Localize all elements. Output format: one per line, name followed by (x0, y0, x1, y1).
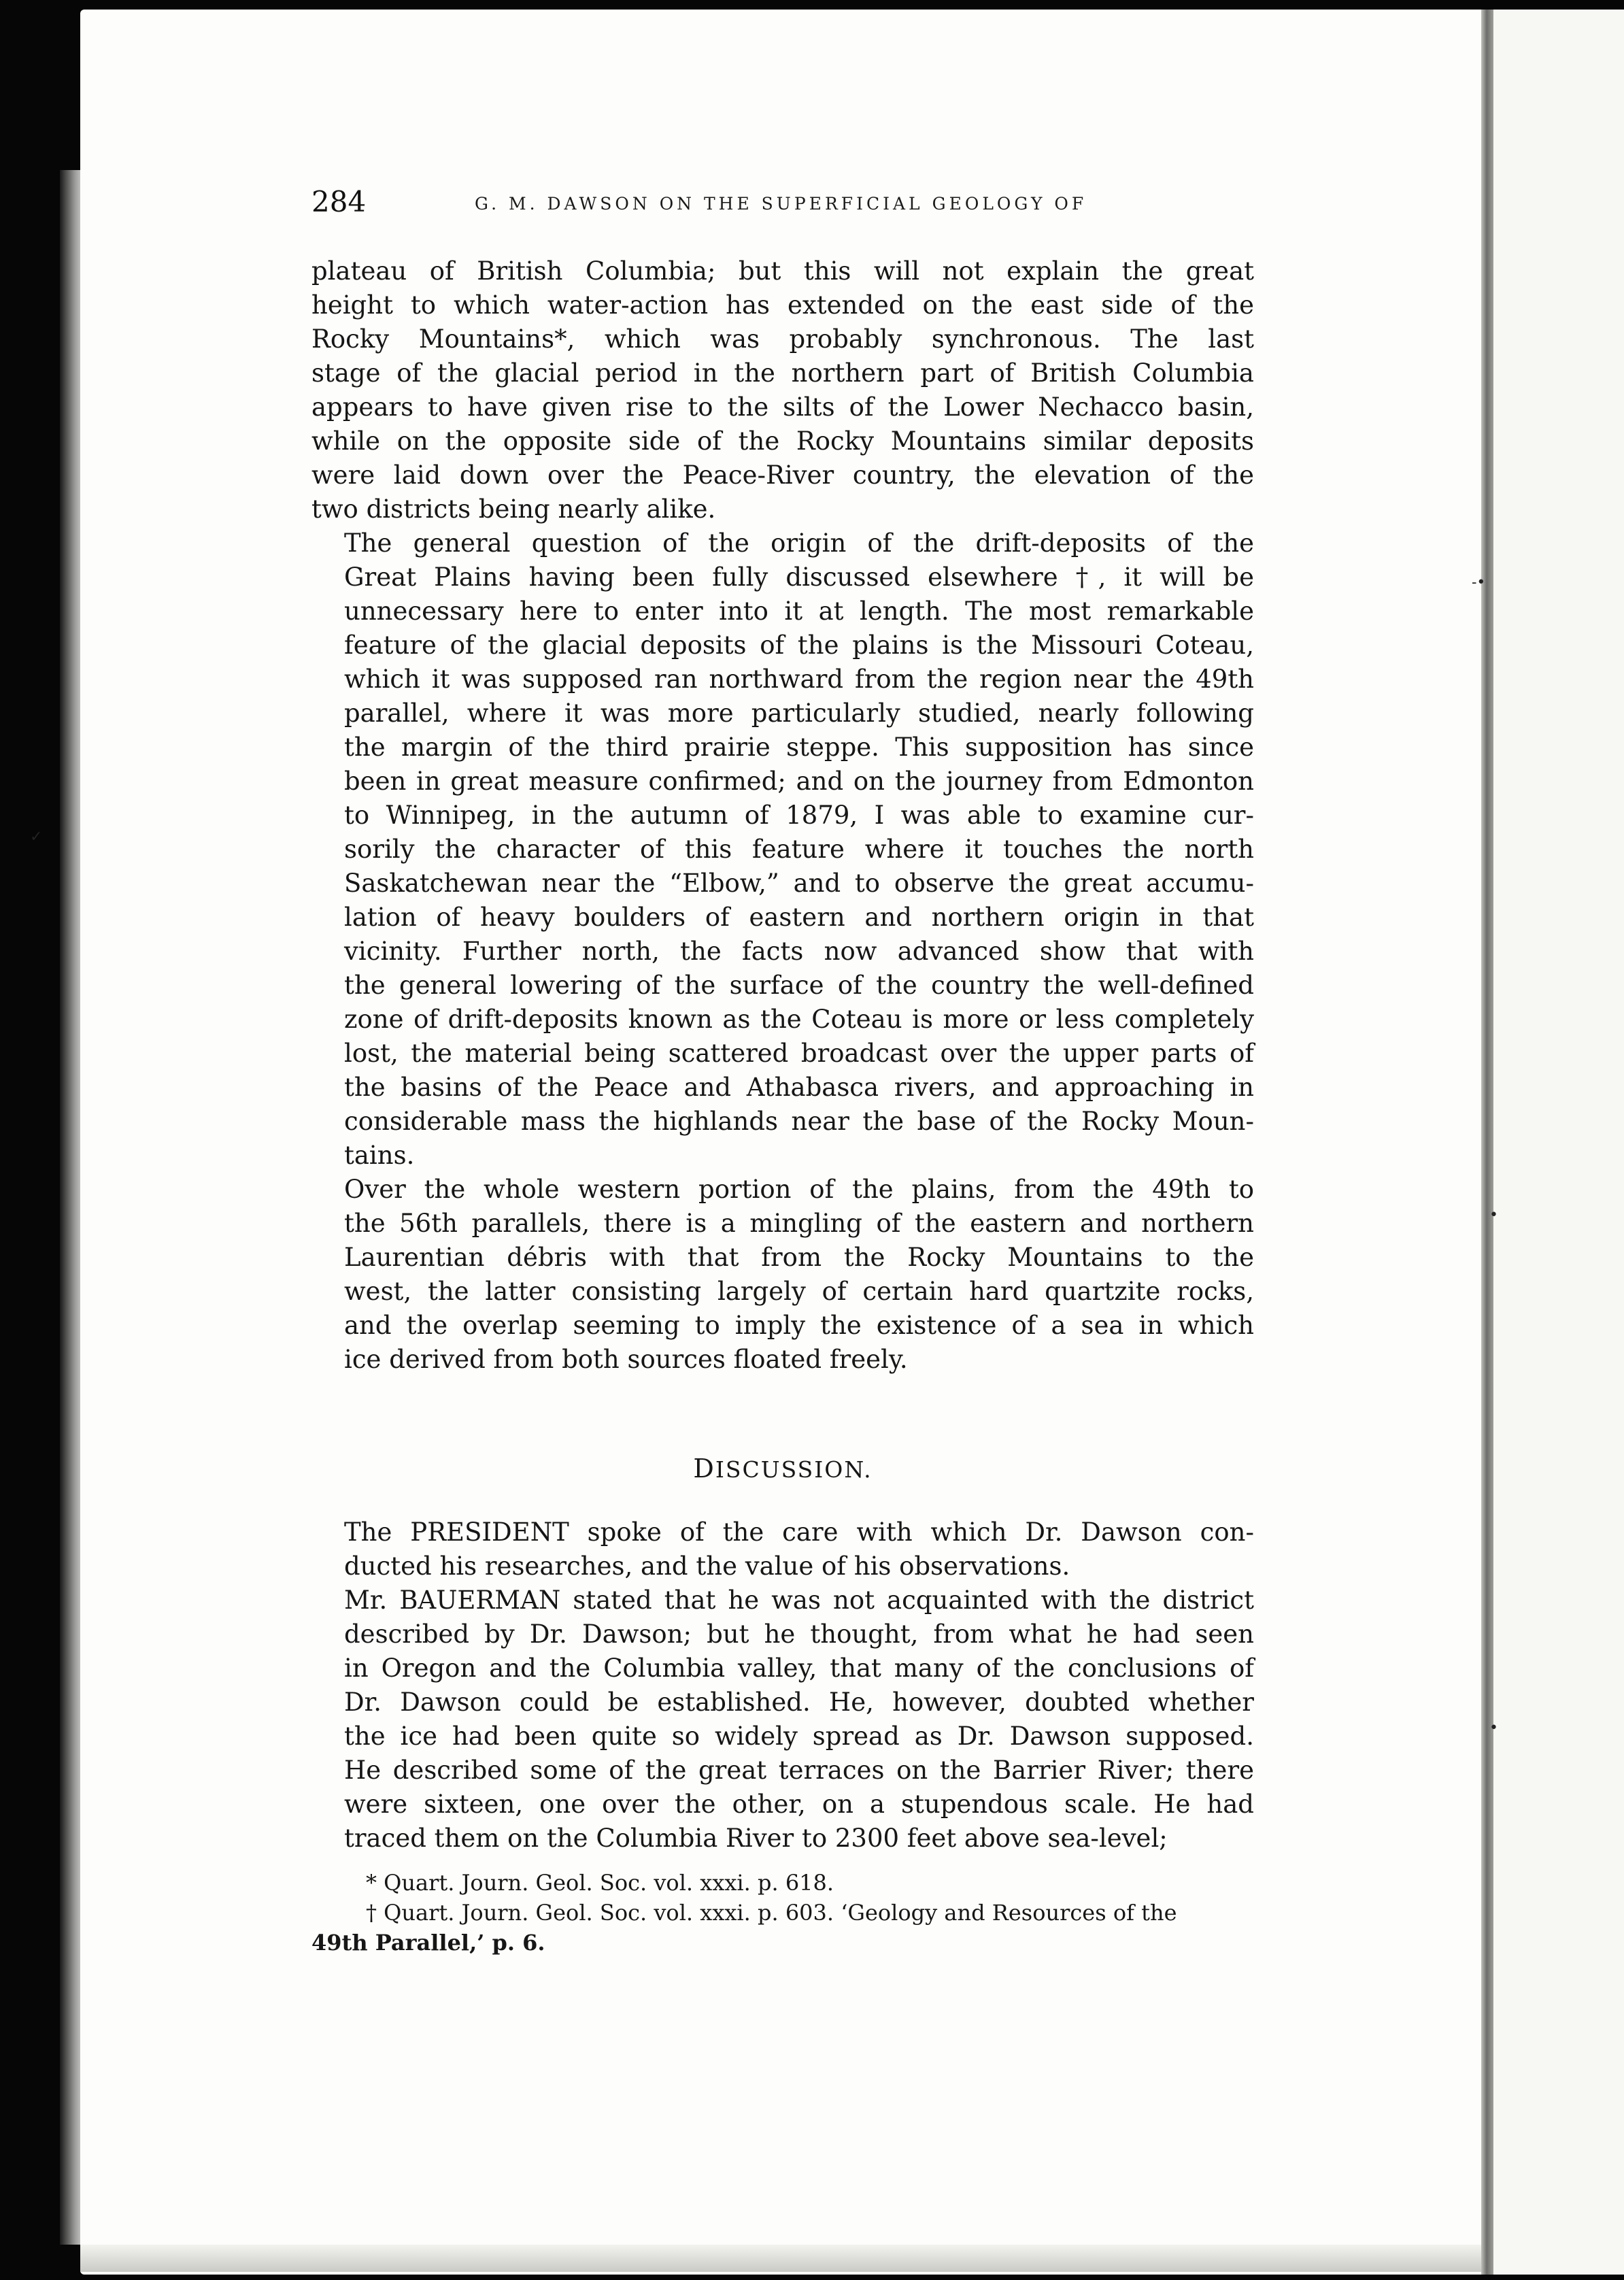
paragraph (311, 1583, 1254, 1856)
text-line: lation of heavy boulders of eastern and northern origin in that (344, 903, 1254, 932)
footnote: † Quart. Journ. Geol. Soc. vol. xxxi. p. 603. ‘Geology and Resources of the (366, 1900, 1177, 1926)
text-line: feature of the glacial deposits of the plains is the Missouri Coteau, (344, 631, 1254, 660)
text-line: Mr. BAUERMAN stated that he was not acquainted with the district (344, 1586, 1254, 1615)
footnote: * Quart. Journ. Geol. Soc. vol. xxxi. p. 618. (366, 1870, 834, 1896)
text-line: in Oregon and the Columbia valley, that many of the conclusions of (344, 1654, 1254, 1683)
section-heading-initial: D (693, 1454, 715, 1483)
text-line: described by Dr. Dawson; but he thought, from what he had seen (344, 1620, 1254, 1649)
text-line: Dr. Dawson could be established. He, however, doubted whether (344, 1688, 1254, 1717)
text-line: unnecessary here to enter into it at length. The most remarkable (344, 597, 1254, 626)
paragraph (311, 526, 1254, 1173)
text-line: plateau of British Columbia; but this will not explain the great (311, 256, 1254, 286)
text-line: ice derived from both sources floated freely. (344, 1345, 908, 1374)
book-gutter (1481, 10, 1493, 2275)
text-line: to Winnipeg, in the autumn of 1879, I was able to examine cur- (344, 801, 1254, 830)
text-line: considerable mass the highlands near the base of the Rocky Moun- (344, 1107, 1254, 1136)
text-line: were sixteen, one over the other, on a stupendous scale. He had (344, 1790, 1254, 1819)
text-line: stage of the glacial period in the northern part of British Columbia (311, 358, 1254, 388)
text-line: appears to have given rise to the silts of the Lower Nechacco basin, (311, 392, 1254, 422)
text-line: parallel, where it was more particularly studied, nearly following (344, 699, 1254, 728)
text-line: and the overlap seeming to imply the existence of a sea in which (344, 1311, 1254, 1340)
paragraph (311, 254, 1254, 526)
margin-mark: ✓ (30, 828, 43, 845)
text-line: tains. (344, 1141, 415, 1170)
body-text (311, 254, 1254, 1377)
text-line: while on the opposite side of the Rocky Mountains similar deposits (311, 426, 1254, 456)
page-number: 284 (311, 185, 367, 218)
page-edge-bottom (80, 2245, 1481, 2272)
text-line: height to which water-action has extended on the east side of the (311, 290, 1254, 320)
footnotes (311, 1868, 1254, 1958)
text-line: Rocky Mountains*, which was probably synchronous. The last (311, 324, 1254, 354)
text-line: traced them on the Columbia River to 2300 feet above sea-level; (344, 1824, 1168, 1853)
section-heading (311, 1452, 1254, 1487)
text-line: two districts being nearly alike. (311, 494, 716, 524)
margin-mark: • (1489, 1207, 1498, 1224)
margin-mark: • (1489, 1720, 1498, 1737)
facing-page (1493, 10, 1624, 2275)
paragraph (311, 1173, 1254, 1377)
text-line: the 56th parallels, there is a mingling of the eastern and northern (344, 1209, 1254, 1238)
discussion-text (311, 1515, 1254, 1856)
text-line: Laurentian débris with that from the Rocky Mountains to the (344, 1243, 1254, 1272)
text-line: ducted his researches, and the value of his observations. (344, 1552, 1070, 1581)
running-title: G. M. DAWSON ON THE SUPERFICIAL GEOLOGY OF (475, 194, 1087, 214)
text-line: west, the latter consisting largely of certain hard quartzite rocks, (344, 1277, 1254, 1306)
text-line: the general lowering of the surface of the country the well-defined (344, 971, 1254, 1000)
text-line: The general question of the origin of the drift-deposits of the (344, 529, 1254, 558)
text-line: been in great measure confirmed; and on the journey from Edmonton (344, 767, 1254, 796)
text-line: vicinity. Further north, the facts now advanced show that with (344, 937, 1254, 966)
text-line: which it was supposed ran northward from the region near the 49th (344, 665, 1254, 694)
text-line: the margin of the third prairie steppe. This supposition has since (344, 733, 1254, 762)
text-line: the ice had been quite so widely spread as Dr. Dawson supposed. (344, 1722, 1254, 1751)
text-line: The PRESIDENT spoke of the care with which Dr. Dawson con- (344, 1518, 1254, 1547)
running-head (311, 178, 1254, 226)
section-heading-rest: ISCUSSION. (715, 1456, 873, 1483)
text-line: He described some of the great terraces on the Barrier River; there (344, 1756, 1254, 1785)
text-line: Great Plains having been fully discussed elsewhere †, it will be (344, 563, 1254, 592)
text-line: Over the whole western portion of the plains, from the 49th to (344, 1175, 1254, 1204)
text-line: Saskatchewan near the “Elbow,” and to observe the great accumu- (344, 869, 1254, 898)
paragraph (311, 1515, 1254, 1583)
text-line: lost, the material being scattered broadcast over the upper parts of (344, 1039, 1254, 1068)
text-line: sorily the character of this feature where it touches the north (344, 835, 1254, 864)
text-line: the basins of the Peace and Athabasca rivers, and approaching in (344, 1073, 1254, 1102)
margin-mark: -• (1472, 574, 1486, 591)
page-content (311, 178, 1254, 1958)
text-line: zone of drift-deposits known as the Coteau is more or less completely (344, 1005, 1254, 1034)
text-line: were laid down over the Peace-River country, the elevation of the (311, 460, 1254, 490)
footnote: 49th Parallel,’ p. 6. (311, 1930, 545, 1956)
